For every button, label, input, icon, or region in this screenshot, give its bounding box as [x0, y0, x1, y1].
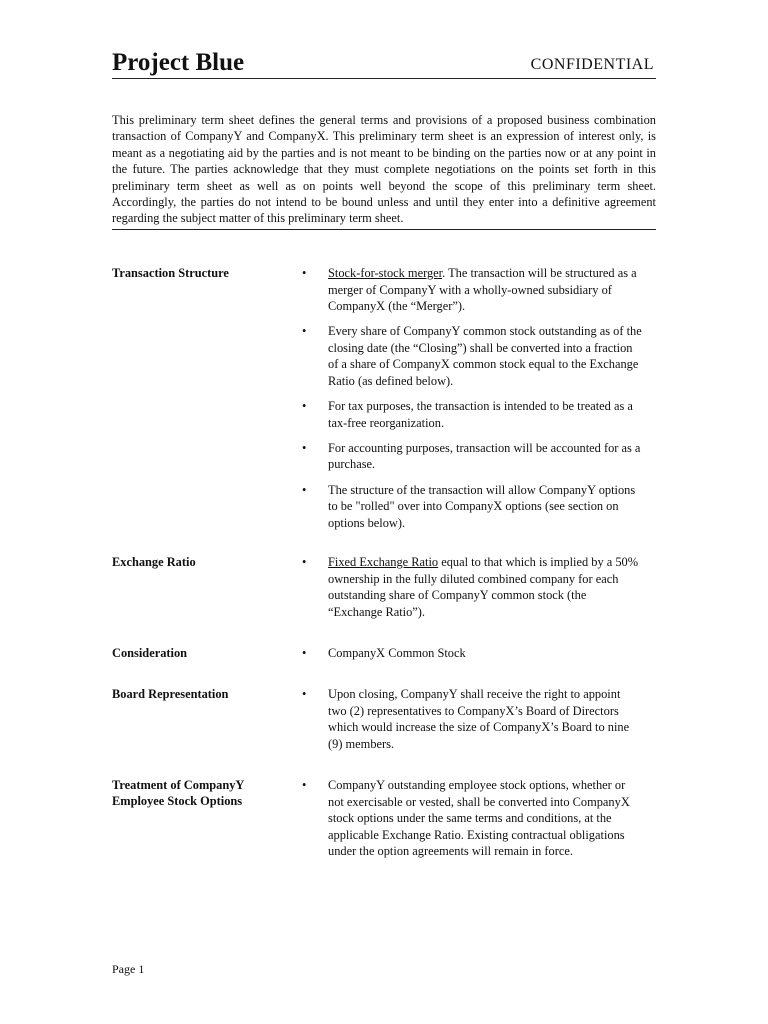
section-label: Transaction Structure: [112, 266, 229, 280]
bullet-text: CompanyX Common Stock: [328, 646, 466, 660]
bullet-text: Upon closing, CompanyY shall receive the right to appoint two (2) representatives to CompanyX’s Board of Directors which would increase the size of CompanyX’s Board to nine (9) members.: [328, 687, 630, 751]
bullet-glyph: •: [302, 266, 307, 280]
document-page: [112, 0, 656, 1024]
intro-paragraph: This preliminary term sheet defines the general terms and provisions of a proposed business combination transaction of CompanyY and CompanyX. This preliminary term sheet is an expression of interest only, is meant as a negotiating aid by the parties and is not meant to be binding on the parties now or at any point in the future. The parties acknowledge that they must complete negotiations on the points set forth in this preliminary term sheet as well as on points well beyond the scope of this preliminary term sheet. Accordingly, the parties do not intend to be bound unless and until they enter into a definitive agreement regarding the subject matter of this preliminary term sheet.: [112, 112, 656, 230]
section-label: Exchange Ratio: [112, 555, 196, 569]
bullet-glyph: •: [302, 324, 307, 339]
bullet-item: [302, 554, 642, 620]
bullet-text: . The transaction will be structured as a merger of CompanyY with a wholly-owned subsidiary of CompanyX (the “Merger”).: [328, 266, 637, 314]
bullet-text: The structure of the transaction will allow CompanyY options to be "rolled" over into CompanyX options (see section on options below).: [328, 482, 636, 530]
bullet-glyph: •: [302, 687, 307, 701]
document-title: Project Blue: [112, 49, 245, 76]
bullet-item: [302, 777, 642, 860]
bullet-item: [302, 398, 642, 431]
section-label: Consideration: [112, 646, 188, 660]
bullet-text: For tax purposes, the transaction is intended to be treated as a tax-free reorganization.: [328, 399, 633, 430]
bullet-glyph: •: [302, 440, 307, 455]
bullet-lead-underlined: Fixed Exchange Ratio: [328, 555, 439, 569]
page-number: Page 1: [112, 962, 145, 976]
section-label: Board Representation: [112, 687, 229, 701]
bullet-item: [302, 645, 642, 662]
bullet-glyph: •: [302, 482, 307, 497]
bullet-item: [302, 265, 642, 315]
confidential-label: CONFIDENTIAL: [530, 56, 654, 73]
bullet-glyph: •: [302, 646, 307, 660]
section-label: Treatment of CompanyY Employee Stock Options: [112, 778, 244, 809]
bullet-glyph: •: [302, 778, 307, 792]
bullet-text: equal to that which is implied by a 50% ownership in the fully diluted combined company for each outstanding share of CompanyY common stock (the “Exchange Ratio”).: [328, 555, 639, 619]
bullet-list: [302, 686, 642, 761]
bullet-item: [302, 482, 642, 532]
bullet-glyph: •: [302, 555, 307, 569]
bullet-list: [302, 645, 642, 670]
bullet-list: [302, 265, 642, 540]
bullet-list: [302, 777, 642, 868]
bullet-glyph: •: [302, 399, 307, 414]
bullet-text: Every share of CompanyY common stock outstanding as of the closing date (the “Closing”) shall be converted into a fraction of a share of CompanyX common stock equal to the Exchange Ratio (as defined below).: [328, 324, 642, 389]
bullet-item: [302, 323, 642, 389]
bullet-text: CompanyY outstanding employee stock options, whether or not exercisable or vested, shall be converted into CompanyX stock options under the same terms and conditions, at the applicable Exchange Ratio. Existing contractual obligations under the option agreements will remain in force.: [328, 778, 630, 859]
bullet-list: [302, 554, 642, 629]
bullet-item: [302, 440, 642, 473]
bullet-item: [302, 686, 642, 752]
bullet-text: For accounting purposes, transaction will be accounted for as a purchase.: [328, 440, 641, 472]
bullet-lead-underlined: Stock-for-stock merger: [328, 266, 443, 280]
document-header: [112, 48, 656, 79]
